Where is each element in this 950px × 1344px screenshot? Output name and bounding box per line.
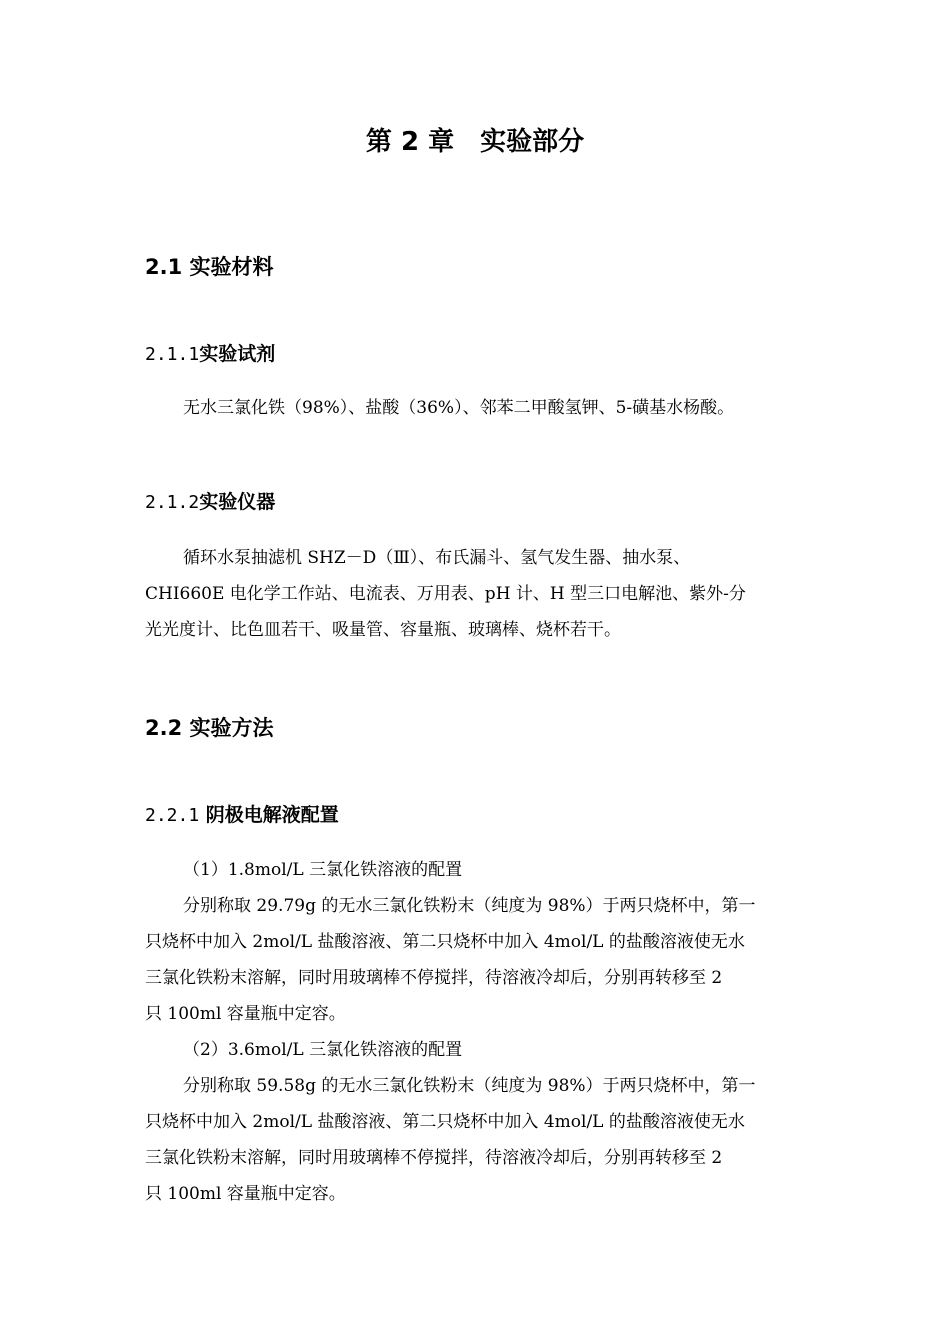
instruments-paragraph — [145, 540, 810, 648]
paragraph-line: 循环水泵抽滤机 SHZ－D（Ⅲ）、布氏漏斗、氢气发生器、抽水泵、 — [183, 548, 691, 568]
paragraph-line: 无水三氯化铁（98%）、盐酸（36%）、邻苯二甲酸氢钾、5-磺基水杨酸。 — [183, 398, 735, 418]
subsection-number: 2.1.2 — [145, 492, 200, 513]
paragraph-line: 分别称取 29.79g 的无水三氯化铁粉末（纯度为 98%）于两只烧杯中，第一 — [183, 896, 756, 916]
paragraph-line: 三氯化铁粉末溶解，同时用玻璃棒不停搅拌，待溶液冷却后，分别再转移至 2 — [145, 968, 723, 988]
section-heading-2-1: 2.1 实验材料 — [145, 255, 274, 279]
paragraph-line: 分别称取 59.58g 的无水三氯化铁粉末（纯度为 98%）于两只烧杯中，第一 — [183, 1076, 756, 1096]
paragraph-line: 只 100ml 容量瓶中定容。 — [145, 1004, 346, 1024]
item-title: （2）3.6mol/L 三氯化铁溶液的配置 — [183, 1040, 463, 1060]
subsection-number: 2.1.1 — [145, 344, 200, 365]
subsection-number: 2.2.1 — [145, 805, 200, 826]
paragraph-line: 只烧杯中加入 2mol/L 盐酸溶液、第二只烧杯中加入 4mol/L 的盐酸溶液使无水 — [145, 1112, 745, 1132]
subsection-title: 阴极电解液配置 — [199, 804, 339, 826]
method-paragraph — [145, 852, 810, 1212]
subsection-heading-2-1-1 — [145, 340, 275, 369]
reagents-paragraph — [145, 390, 810, 426]
section-heading-2-2: 2.2 实验方法 — [145, 716, 274, 740]
subsection-heading-2-1-2 — [145, 488, 275, 517]
chapter-name: 实验部分 — [480, 127, 585, 157]
subsection-heading-2-2-1 — [145, 801, 339, 830]
subsection-title: 实验试剂 — [199, 343, 276, 365]
chapter-number: 第 2 章 — [365, 127, 455, 157]
paragraph-line: 光光度计、比色皿若干、吸量管、容量瓶、玻璃棒、烧杯若干。 — [145, 620, 621, 640]
item-title: （1）1.8mol/L 三氯化铁溶液的配置 — [183, 860, 463, 880]
chapter-title — [0, 122, 950, 162]
paragraph-line: 只烧杯中加入 2mol/L 盐酸溶液、第二只烧杯中加入 4mol/L 的盐酸溶液使无水 — [145, 932, 745, 952]
paragraph-line: CHI660E 电化学工作站、电流表、万用表、pH 计、H 型三口电解池、紫外-分 — [145, 584, 746, 604]
paragraph-line: 三氯化铁粉末溶解，同时用玻璃棒不停搅拌，待溶液冷却后，分别再转移至 2 — [145, 1148, 723, 1168]
subsection-title: 实验仪器 — [199, 491, 276, 513]
paragraph-line: 只 100ml 容量瓶中定容。 — [145, 1184, 346, 1204]
